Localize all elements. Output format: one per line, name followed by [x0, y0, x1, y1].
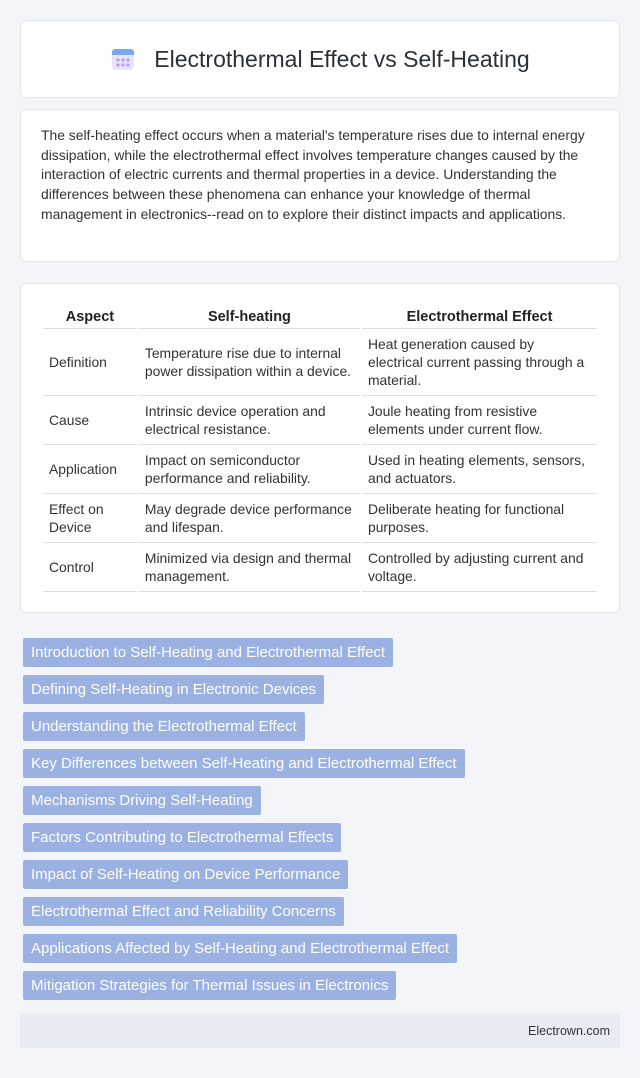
- header-self-heating: Self-heating: [139, 304, 360, 329]
- footer-site[interactable]: Electrown.com: [528, 1024, 610, 1038]
- topic-links: [23, 638, 465, 1008]
- topic-link[interactable]: Introduction to Self-Heating and Electrothermal Effect: [23, 638, 393, 667]
- footer: [20, 1014, 620, 1048]
- header-aspect: Aspect: [43, 304, 137, 329]
- header-electrothermal: Electrothermal Effect: [362, 304, 597, 329]
- intro-paragraph: The self-heating effect occurs when a material's temperature rises due to internal energy dissipation, while the electrothermal effect involves temperature changes caused by the interaction of electric currents and thermal properties in a device. Understanding the differences between these phenomena can enhance your knowledge of thermal management in electronics--read on to explore their distinct impacts and applications.: [41, 127, 585, 222]
- table-row: [43, 396, 597, 445]
- table-cell: Application: [43, 445, 137, 494]
- table-cell: Deliberate heating for functional purposes.: [362, 494, 597, 543]
- table-row: [43, 329, 597, 396]
- title-card: [20, 20, 620, 98]
- topic-link[interactable]: Impact of Self-Heating on Device Performance: [23, 860, 348, 889]
- table-cell: Definition: [43, 329, 137, 396]
- comparison-card: [20, 283, 620, 613]
- table-row: [43, 494, 597, 543]
- topic-link[interactable]: Mechanisms Driving Self-Heating: [23, 786, 261, 815]
- comparison-table: [41, 304, 599, 592]
- topic-link[interactable]: Electrothermal Effect and Reliability Concerns: [23, 897, 344, 926]
- table-cell: Used in heating elements, sensors, and actuators.: [362, 445, 597, 494]
- table-cell: Control: [43, 543, 137, 592]
- table-cell: May degrade device performance and lifespan.: [139, 494, 360, 543]
- table-cell: Intrinsic device operation and electrical resistance.: [139, 396, 360, 445]
- table-cell: Joule heating from resistive elements under current flow.: [362, 396, 597, 445]
- table-cell: Cause: [43, 396, 137, 445]
- table-cell: Temperature rise due to internal power dissipation within a device.: [139, 329, 360, 396]
- page-title: Electrothermal Effect vs Self-Heating: [154, 45, 530, 72]
- topic-link[interactable]: Key Differences between Self-Heating and Electrothermal Effect: [23, 749, 465, 778]
- table-cell: Minimized via design and thermal management.: [139, 543, 360, 592]
- calendar-icon: [110, 46, 136, 72]
- topic-link[interactable]: Mitigation Strategies for Thermal Issues in Electronics: [23, 971, 396, 1000]
- table-cell: Effect on Device: [43, 494, 137, 543]
- topic-link[interactable]: Understanding the Electrothermal Effect: [23, 712, 305, 741]
- table-row: [43, 543, 597, 592]
- topic-link[interactable]: Defining Self-Heating in Electronic Devices: [23, 675, 324, 704]
- table-row: [43, 445, 597, 494]
- table-cell: Impact on semiconductor performance and reliability.: [139, 445, 360, 494]
- topic-link[interactable]: Applications Affected by Self-Heating and Electrothermal Effect: [23, 934, 457, 963]
- table-cell: Heat generation caused by electrical current passing through a material.: [362, 329, 597, 396]
- topic-link[interactable]: Factors Contributing to Electrothermal Effects: [23, 823, 341, 852]
- table-cell: Controlled by adjusting current and voltage.: [362, 543, 597, 592]
- intro-card: [20, 109, 620, 262]
- table-header-row: [43, 304, 597, 329]
